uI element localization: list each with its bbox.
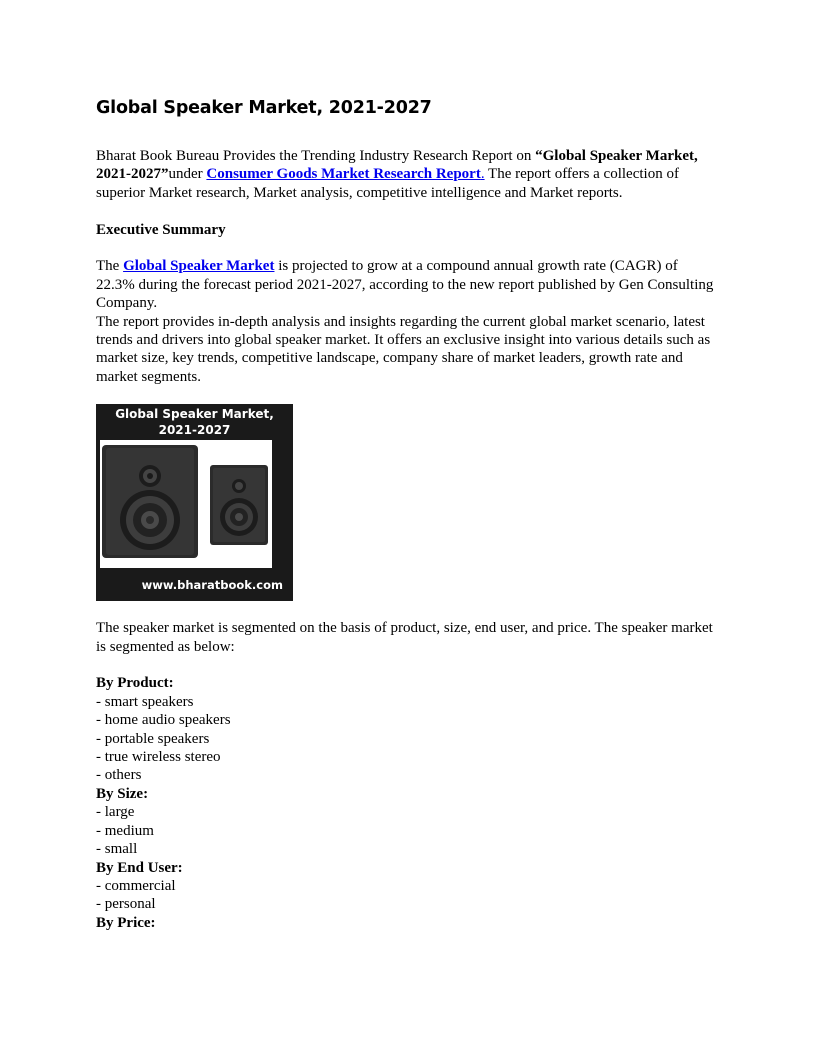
intro-text-1: Bharat Book Bureau Provides the Trending Industry Research Report on (96, 148, 536, 164)
executive-summary-heading: Executive Summary (96, 221, 226, 238)
speaker-photo (100, 440, 272, 568)
report-cover-image (96, 404, 293, 601)
exec-p1-suffix: is projected to grow at a compound annual growth rate (CAGR) of 22.3% during the forecast period 2021-2027, according to the new report published by Gen Consulting Company. (96, 258, 714, 312)
segment-heading-product: By Product: (96, 675, 174, 692)
list-item: - medium (96, 822, 154, 839)
intro-link-trailing: . (480, 166, 485, 183)
intro-text-3: The report offers a collection of superior Market research, Market analysis, competitive intelligence and Market reports. (96, 166, 679, 201)
page-title: Global Speaker Market, 2021-2027 (96, 98, 432, 118)
list-item: - portable speakers (96, 730, 210, 747)
figure-url: www.bharatbook.com (141, 578, 283, 593)
document-content (96, 96, 720, 932)
list-item: - large (96, 804, 135, 821)
intro-paragraph (96, 147, 720, 202)
list-item: - personal (96, 896, 156, 913)
speaker-product-photo-icon (100, 440, 272, 568)
segment-heading-end-user: By End User: (96, 859, 183, 876)
segment-heading-size: By Size: (96, 785, 149, 802)
exec-p1-prefix: The (96, 258, 124, 275)
consumer-goods-report-link[interactable]: Consumer Goods Market Research Report (206, 166, 481, 183)
segment-lists (96, 674, 720, 932)
executive-summary-paragraph-2: The report provides in-depth analysis and insights regarding the current global market scenario, latest trends and drivers into global speaker market. It offers an exclusive insight into various details such as market size, key trends, competitive landscape, company share of market leaders, growth rate and market segments. (96, 313, 711, 385)
figure-title (96, 406, 293, 438)
global-speaker-market-link[interactable]: Global Speaker Market (123, 258, 275, 275)
list-item: - smart speakers (96, 693, 194, 710)
figure-title-line-1: Global Speaker Market, (115, 407, 274, 422)
figure-title-line-2: 2021-2027 (158, 423, 231, 438)
segmentation-intro: The speaker market is segmented on the basis of product, size, end user, and price. The speaker market is segmented as below: (96, 620, 713, 655)
list-item: - true wireless stereo (96, 749, 221, 766)
intro-report-name: “Global Speaker Market, 2021-2027” (96, 148, 698, 183)
list-item: - small (96, 841, 138, 858)
segment-heading-price: By Price: (96, 914, 156, 931)
list-item: - others (96, 767, 142, 784)
list-item: - home audio speakers (96, 712, 231, 729)
executive-summary-paragraph-1 (96, 257, 720, 312)
intro-text-2: under (168, 166, 207, 183)
list-item: - commercial (96, 877, 176, 894)
